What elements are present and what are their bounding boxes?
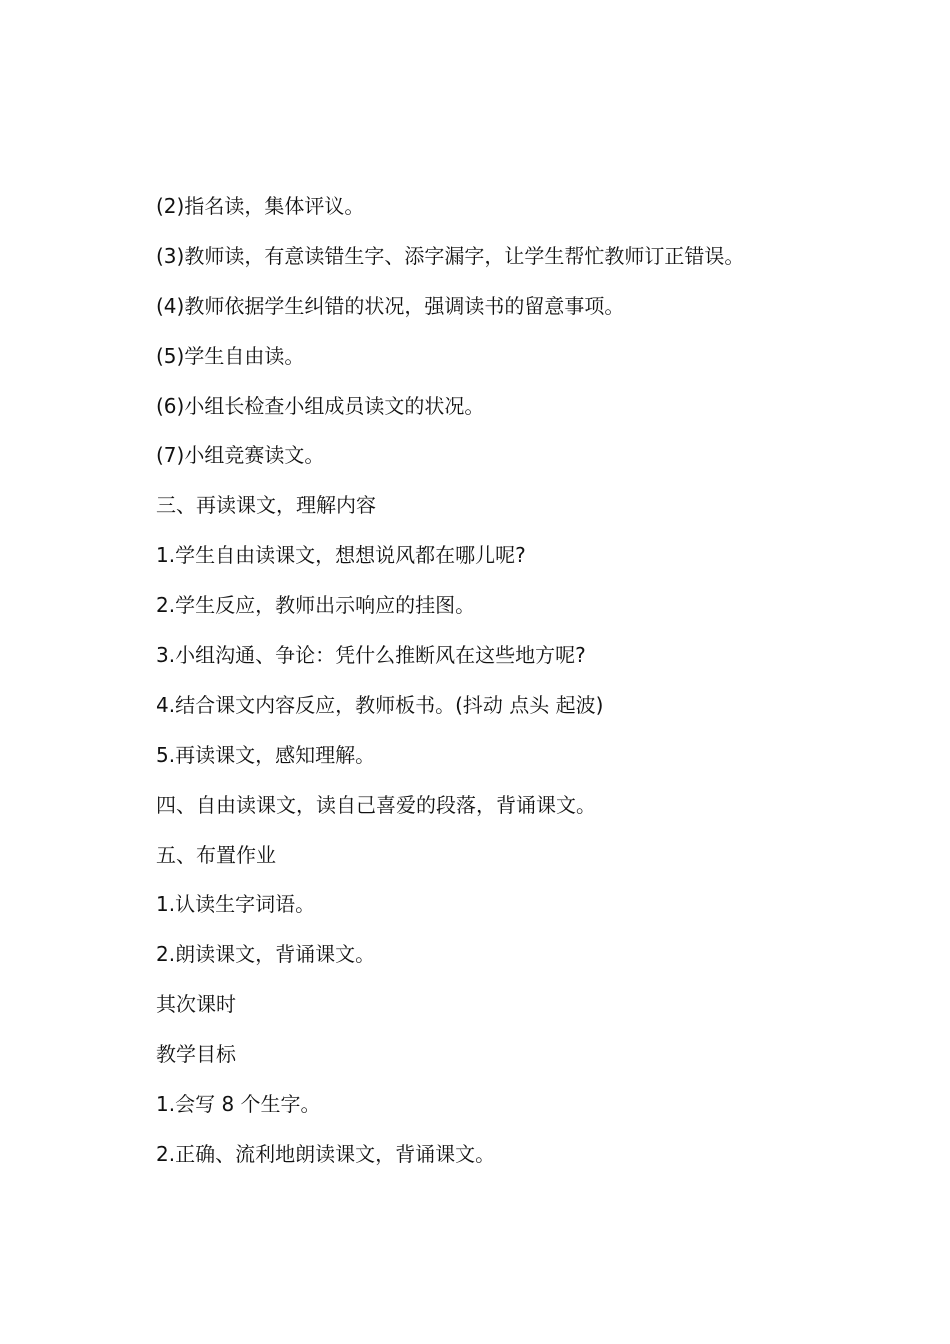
- section-3-item-2: 2.学生反应，教师出示响应的挂图。: [156, 593, 476, 618]
- step-6-group-check: (6)小组长检查小组成员读文的状况。: [156, 393, 485, 418]
- homework-item-2: 2.朗读课文，背诵课文。: [156, 942, 376, 967]
- step-2-named-reading: (2)指名读，集体评议。: [156, 194, 365, 218]
- section-3-heading: 三、再读课文，理解内容: [156, 493, 376, 518]
- second-lesson-heading: 其次课时: [156, 992, 236, 1017]
- goal-item-2: 2.正确、流利地朗读课文，背诵课文。: [156, 1141, 496, 1166]
- step-4-reading-tips: (4)教师依据学生纠错的状况，强调读书的留意事项。: [156, 293, 625, 318]
- document-body: [156, 186, 876, 1184]
- section-4-heading: 四、自由读课文，读自己喜爱的段落，背诵课文。: [156, 792, 596, 817]
- teaching-goals-heading: 教学目标: [156, 1042, 236, 1067]
- goal-item-1: 1.会写 8 个生字。: [156, 1092, 321, 1117]
- step-7-group-contest: (7)小组竞赛读文。: [156, 443, 325, 468]
- section-5-heading: 五、布置作业: [156, 842, 276, 867]
- section-3-item-1: 1.学生自由读课文，想想说风都在哪儿呢?: [156, 543, 526, 568]
- step-3-teacher-reading: (3)教师读，有意读错生字、添字漏字，让学生帮忙教师订正错误。: [156, 243, 745, 268]
- section-3-item-3: 3.小组沟通、争论：凭什么推断风在这些地方呢?: [156, 643, 586, 668]
- step-5-free-reading: (5)学生自由读。: [156, 343, 305, 368]
- section-3-item-5: 5.再读课文，感知理解。: [156, 742, 376, 767]
- section-3-item-4: 4.结合课文内容反应，教师板书。(抖动 点头 起波): [156, 692, 604, 717]
- homework-item-1: 1.认读生字词语。: [156, 892, 316, 917]
